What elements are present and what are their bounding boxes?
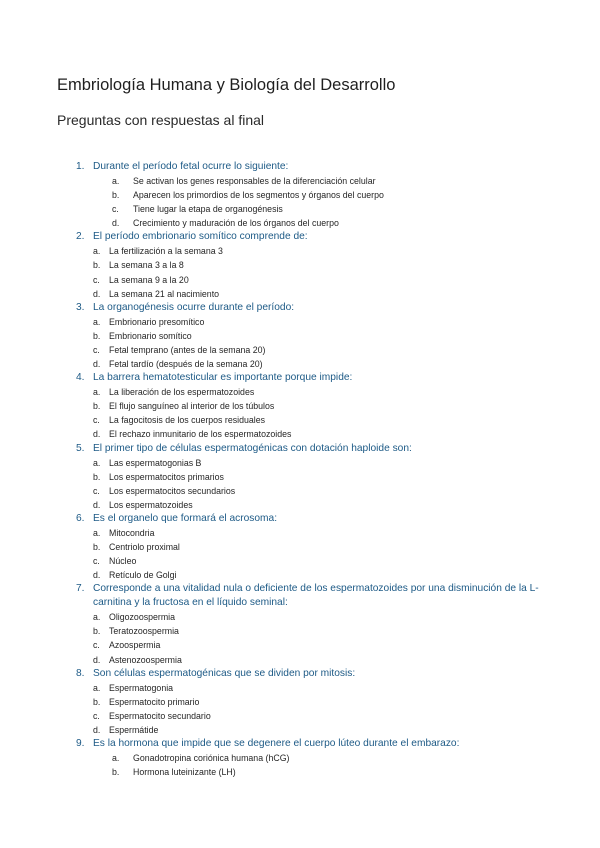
- question-text: Son células espermatogénicas que se dividen por mitosis:: [93, 667, 356, 679]
- option-letter: a.: [93, 387, 101, 398]
- question-item: [0, 737, 600, 779]
- question-line: [0, 371, 600, 385]
- answer-option: [0, 357, 600, 371]
- answer-option: [0, 273, 600, 287]
- option-letter: b.: [93, 696, 101, 707]
- option-letter: c.: [93, 710, 100, 721]
- option-text: La semana 3 a la 8: [109, 260, 184, 271]
- question-list: [0, 160, 600, 779]
- answer-option: [0, 624, 600, 638]
- option-text: Aparecen los primordios de los segmentos y órganos del cuerpo: [133, 190, 384, 201]
- answer-options: [0, 315, 600, 371]
- question-number: 2.: [76, 231, 85, 243]
- question-text: Es la hormona que impide que se degenere el cuerpo lúteo durante el embarazo:: [93, 738, 460, 749]
- question-line: [0, 301, 600, 315]
- answer-option: [0, 343, 600, 357]
- option-text: Las espermatogonias B: [109, 457, 202, 468]
- question-line: [0, 512, 600, 526]
- option-text: Fetal temprano (antes de la semana 20): [109, 344, 266, 355]
- option-text: Núcleo: [109, 556, 137, 567]
- answer-option: [0, 610, 600, 624]
- option-letter: b.: [93, 401, 101, 412]
- answer-option: [0, 653, 600, 667]
- option-letter: d.: [93, 654, 101, 665]
- option-text: Los espermatocitos primarios: [109, 471, 224, 482]
- answer-options: [0, 174, 600, 230]
- option-text: Astenozoospermia: [109, 654, 182, 665]
- question-item: [0, 160, 600, 230]
- option-letter: a.: [112, 176, 120, 186]
- question-line: [0, 230, 600, 244]
- answer-option: [0, 385, 600, 399]
- option-letter: c.: [93, 556, 100, 567]
- option-text: La semana 9 a la 20: [109, 274, 189, 285]
- option-text: Crecimiento y maduración de los órganos del cuerpo: [133, 218, 339, 229]
- answer-option: [0, 470, 600, 484]
- question-item: [0, 371, 600, 441]
- question-number: 6.: [76, 512, 85, 524]
- option-letter: d.: [93, 429, 101, 440]
- option-letter: a.: [93, 682, 101, 693]
- answer-option: [0, 638, 600, 652]
- option-letter: a.: [93, 527, 101, 538]
- question-number: 7.: [76, 583, 85, 595]
- answer-options: [0, 244, 600, 300]
- option-text: Los espermatocitos secundarios: [109, 485, 236, 496]
- option-text: Hormona luteinizante (LH): [133, 767, 236, 778]
- question-text: La organogénesis ocurre durante el período:: [93, 301, 295, 313]
- option-text: Espermatocito secundario: [109, 710, 211, 721]
- question-text: El período embrionario somítico comprende de:: [93, 231, 308, 243]
- question-line: [0, 442, 600, 456]
- question-line: [0, 667, 600, 681]
- option-letter: a.: [93, 316, 101, 327]
- option-text: El rechazo inmunitario de los espermatozoides: [109, 429, 292, 440]
- option-text: La semana 21 al nacimiento: [109, 288, 220, 299]
- option-letter: c.: [93, 415, 100, 426]
- option-text: Los espermatozoides: [109, 499, 193, 510]
- question-line: [0, 160, 600, 174]
- answer-option: [0, 765, 600, 779]
- answer-option: [0, 244, 600, 258]
- question-item: [0, 667, 600, 737]
- document-title: Embriología Humana y Biología del Desarrollo: [57, 76, 396, 94]
- option-letter: d.: [93, 499, 101, 510]
- option-letter: d.: [93, 724, 101, 735]
- question-item: [0, 442, 600, 512]
- answer-option: [0, 202, 600, 216]
- option-letter: c.: [93, 640, 100, 651]
- answer-options: [0, 526, 600, 582]
- option-text: Se activan los genes responsables de la diferenciación celular: [133, 176, 376, 186]
- option-text: Teratozoospermia: [109, 626, 179, 637]
- answer-option: [0, 540, 600, 554]
- option-text: Tiene lugar la etapa de organogénesis: [133, 204, 283, 215]
- option-letter: d.: [93, 288, 101, 299]
- option-text: Fetal tardío (después de la semana 20): [109, 359, 263, 370]
- option-letter: a.: [112, 753, 120, 763]
- answer-option: [0, 329, 600, 343]
- option-text: Espermátide: [109, 724, 159, 735]
- option-text: Espermatocito primario: [109, 696, 200, 707]
- answer-option: [0, 399, 600, 413]
- option-letter: c.: [93, 274, 100, 285]
- option-text: Gonadotropina coriónica humana (hCG): [133, 753, 290, 763]
- option-text: Mitocondria: [109, 527, 155, 538]
- answer-option: [0, 723, 600, 737]
- answer-options: [0, 385, 600, 441]
- option-letter: b.: [93, 330, 101, 341]
- answer-option: [0, 695, 600, 709]
- question-item: [0, 301, 600, 371]
- option-letter: b.: [112, 190, 120, 201]
- answer-options: [0, 456, 600, 512]
- option-letter: b.: [93, 541, 101, 552]
- option-letter: b.: [93, 471, 101, 482]
- question-item: [0, 582, 600, 666]
- question-number: 5.: [76, 442, 85, 454]
- option-text: El flujo sanguíneo al interior de los túbulos: [109, 401, 275, 412]
- option-text: La fagocitosis de los cuerpos residuales: [109, 415, 265, 426]
- answer-option: [0, 568, 600, 582]
- option-letter: b.: [93, 626, 101, 637]
- option-letter: c.: [112, 204, 119, 215]
- option-text: Azoospermia: [109, 640, 161, 651]
- question-line: [0, 737, 600, 751]
- answer-option: [0, 174, 600, 188]
- option-letter: b.: [112, 767, 120, 778]
- question-text: Durante el período fetal ocurre lo siguiente:: [93, 161, 289, 172]
- answer-option: [0, 526, 600, 540]
- answer-option: [0, 188, 600, 202]
- option-text: Embrionario presomítico: [109, 316, 205, 327]
- answer-option: [0, 216, 600, 230]
- option-letter: a.: [93, 246, 101, 257]
- option-text: Centriolo proximal: [109, 541, 180, 552]
- option-text: La fertilización a la semana 3: [109, 246, 223, 257]
- question-text: La barrera hematotesticular es importante porque impide:: [93, 372, 353, 384]
- answer-option: [0, 751, 600, 765]
- answer-option: [0, 456, 600, 470]
- question-line: [0, 582, 600, 610]
- question-number: 8.: [76, 667, 85, 679]
- document-subtitle: Preguntas con respuestas al final: [57, 112, 265, 128]
- answer-options: [0, 681, 600, 737]
- option-text: Oligozoospermia: [109, 612, 176, 623]
- option-text: La liberación de los espermatozoides: [109, 387, 255, 398]
- question-text: Es el organelo que formará el acrosoma:: [93, 512, 278, 524]
- answer-option: [0, 315, 600, 329]
- answer-option: [0, 484, 600, 498]
- option-letter: c.: [93, 344, 100, 355]
- question-number: 3.: [76, 301, 85, 313]
- question-number: 4.: [76, 372, 85, 384]
- option-letter: d.: [93, 570, 101, 581]
- option-text: Retículo de Golgi: [109, 570, 177, 581]
- answer-option: [0, 413, 600, 427]
- answer-option: [0, 681, 600, 695]
- answer-options: [0, 610, 600, 666]
- option-letter: a.: [93, 457, 101, 468]
- answer-options: [0, 751, 600, 779]
- option-text: Espermatogonia: [109, 682, 174, 693]
- question-item: [0, 230, 600, 300]
- answer-option: [0, 258, 600, 272]
- question-text: Corresponde a una vitalidad nula o deficiente de los espermatozoides por una disminución de la L-carnitina y la fructosa en el líquido seminal:: [93, 583, 539, 609]
- question-item: [0, 512, 600, 582]
- question-number: 9.: [76, 738, 85, 749]
- answer-option: [0, 427, 600, 441]
- option-letter: c.: [93, 485, 100, 496]
- answer-option: [0, 554, 600, 568]
- answer-option: [0, 287, 600, 301]
- option-letter: b.: [93, 260, 101, 271]
- answer-option: [0, 709, 600, 723]
- option-letter: d.: [112, 218, 120, 229]
- option-letter: a.: [93, 612, 101, 623]
- option-letter: d.: [93, 359, 101, 370]
- option-text: Embrionario somítico: [109, 330, 192, 341]
- question-number: 1.: [76, 161, 85, 172]
- answer-option: [0, 498, 600, 512]
- question-text: El primer tipo de células espermatogénicas con dotación haploide son:: [93, 442, 412, 454]
